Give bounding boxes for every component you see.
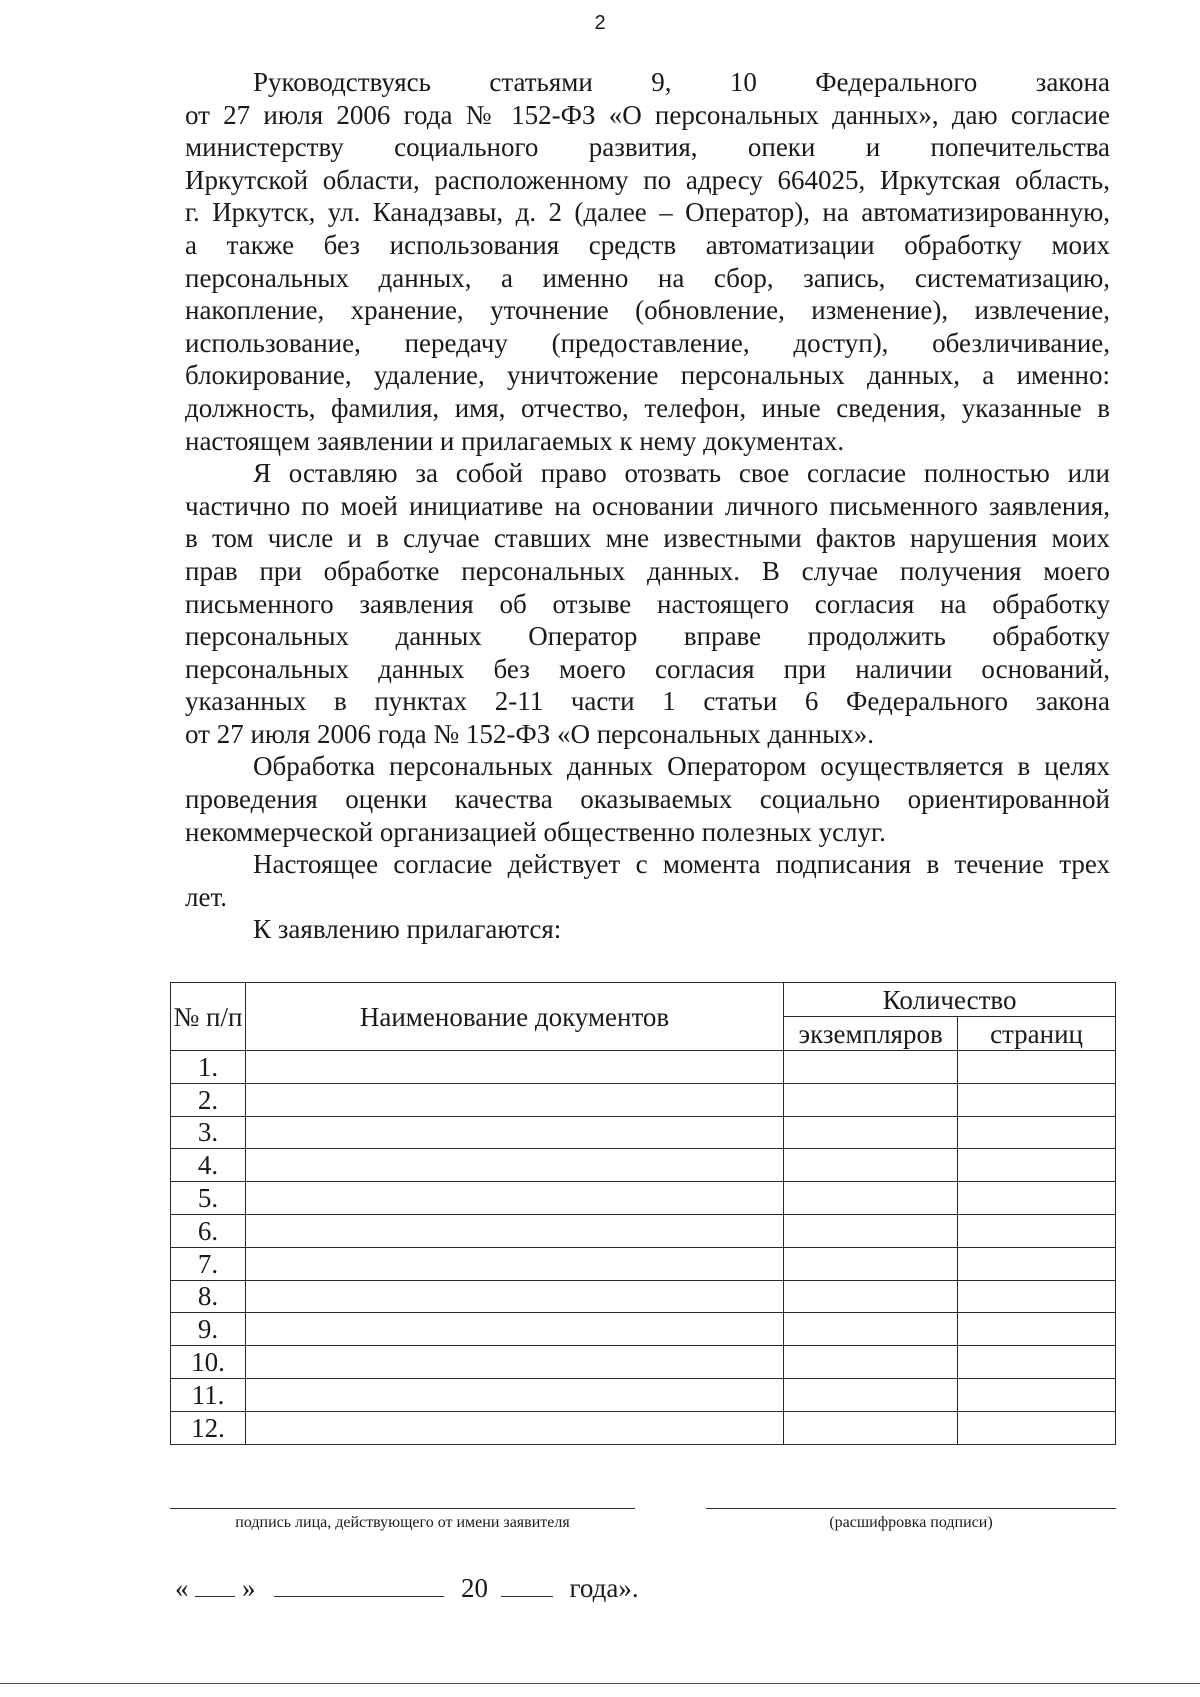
copies-cell[interactable] <box>784 1214 958 1247</box>
header-number: № п/п <box>171 983 246 1051</box>
paragraph-line: от 27 июля 2006 года № 152-ФЗ «О персональных данных», даю согласие <box>185 99 1110 130</box>
copies-cell[interactable] <box>784 1313 958 1346</box>
copies-cell[interactable] <box>784 1346 958 1379</box>
document-name-cell[interactable] <box>245 1051 783 1084</box>
table-row <box>171 1280 1116 1313</box>
document-name-cell[interactable] <box>245 1214 783 1247</box>
row-number: 12. <box>171 1411 246 1444</box>
paragraph-line: некоммерческой организацией общественно полезных услуг. <box>185 816 886 847</box>
signature-line[interactable] <box>170 1508 635 1509</box>
paragraph-line: накопление, хранение, уточнение (обновление, изменение), извлечение, <box>185 295 1110 326</box>
table-row <box>171 1346 1116 1379</box>
attachments-table <box>170 982 1116 1445</box>
consent-text <box>185 66 1110 946</box>
pages-cell[interactable] <box>958 1051 1116 1084</box>
row-number: 4. <box>171 1149 246 1182</box>
pages-cell[interactable] <box>958 1149 1116 1182</box>
signature-decoding-caption: (расшифровка подписи) <box>829 1514 993 1531</box>
document-name-cell[interactable] <box>245 1346 783 1379</box>
row-number: 5. <box>171 1182 246 1215</box>
close-quote: » <box>242 1573 256 1603</box>
document-name-cell[interactable] <box>245 1083 783 1116</box>
paragraph-line: Обработка персональных данных Оператором осуществляется в целях <box>253 751 1110 782</box>
document-name-cell[interactable] <box>245 1182 783 1215</box>
paragraph-line: указанных в пунктах 2-11 части 1 статьи 6 Федерального закона <box>185 686 1110 717</box>
pages-cell[interactable] <box>958 1411 1116 1444</box>
document-name-cell[interactable] <box>245 1378 783 1411</box>
copies-cell[interactable] <box>784 1247 958 1280</box>
row-number: 1. <box>171 1051 246 1084</box>
paragraph-line: прав при обработке персональных данных. В случае получения моего <box>185 555 1110 586</box>
table-row <box>171 1411 1116 1444</box>
copies-cell[interactable] <box>784 1051 958 1084</box>
paragraph-line: персональных данных, а именно на сбор, запись, систематизацию, <box>185 262 1110 293</box>
row-number: 3. <box>171 1116 246 1149</box>
row-number: 6. <box>171 1214 246 1247</box>
signature-caption: подпись лица, действующего от имени заявителя <box>235 1514 570 1531</box>
paragraph-line: проведения оценки качества оказываемых социально ориентированной <box>185 784 1110 815</box>
header-pages: страниц <box>958 1017 1116 1051</box>
month-blank[interactable] <box>274 1572 444 1597</box>
pages-cell[interactable] <box>958 1182 1116 1215</box>
document-name-cell[interactable] <box>245 1247 783 1280</box>
attachments-heading: К заявлению прилагаются: <box>253 914 562 945</box>
copies-cell[interactable] <box>784 1116 958 1149</box>
document-name-cell[interactable] <box>245 1411 783 1444</box>
pages-cell[interactable] <box>958 1280 1116 1313</box>
paragraph-line: г. Иркутск, ул. Канадзавы, д. 2 (далее – Оператор), на автоматизированную, <box>185 197 1110 228</box>
table-row <box>171 1313 1116 1346</box>
pages-cell[interactable] <box>958 1083 1116 1116</box>
pages-cell[interactable] <box>958 1346 1116 1379</box>
copies-cell[interactable] <box>784 1083 958 1116</box>
table-row <box>171 1182 1116 1215</box>
copies-cell[interactable] <box>784 1280 958 1313</box>
date-line <box>175 1572 639 1604</box>
page-bottom-edge <box>0 1683 1200 1684</box>
copies-cell[interactable] <box>784 1182 958 1215</box>
table-row <box>171 1214 1116 1247</box>
year-blank[interactable] <box>501 1572 553 1597</box>
date-suffix: года». <box>569 1573 639 1603</box>
day-blank[interactable] <box>195 1572 235 1597</box>
row-number: 11. <box>171 1378 246 1411</box>
row-number: 7. <box>171 1247 246 1280</box>
document-name-cell[interactable] <box>245 1116 783 1149</box>
year-prefix: 20 <box>461 1573 488 1603</box>
open-quote: « <box>175 1573 189 1603</box>
pages-cell[interactable] <box>958 1247 1116 1280</box>
pages-cell[interactable] <box>958 1313 1116 1346</box>
document-name-cell[interactable] <box>245 1149 783 1182</box>
paragraph-line: в том числе и в случае ставших мне известными фактов нарушения моих <box>185 523 1110 554</box>
paragraph-line: от 27 июля 2006 года № 152-ФЗ «О персональных данных». <box>185 718 874 749</box>
paragraph-line: министерству социального развития, опеки и попечительства <box>185 132 1110 163</box>
row-number: 10. <box>171 1346 246 1379</box>
page-number: 2 <box>594 12 606 34</box>
paragraph-line: Руководствуясь статьями 9, 10 Федерального закона <box>253 67 1110 97</box>
signature-decoding-line[interactable] <box>706 1508 1116 1509</box>
table-row <box>171 1247 1116 1280</box>
paragraph-line: Иркутской области, расположенному по адресу 664025, Иркутская область, <box>185 164 1110 195</box>
pages-cell[interactable] <box>958 1214 1116 1247</box>
paragraph-line: блокирование, удаление, уничтожение персональных данных, а именно: <box>185 360 1110 391</box>
document-name-cell[interactable] <box>245 1280 783 1313</box>
header-copies: экземпляров <box>784 1017 958 1051</box>
paragraph-line: письменного заявления об отзыве настоящего согласия на обработку <box>185 588 1110 619</box>
row-number: 8. <box>171 1280 246 1313</box>
table-row <box>171 1083 1116 1116</box>
table-row <box>171 1378 1116 1411</box>
paragraph-line: частично по моей инициативе на основании личного письменного заявления, <box>185 490 1110 521</box>
paragraph-line: а также без использования средств автоматизации обработку моих <box>185 229 1110 260</box>
copies-cell[interactable] <box>784 1149 958 1182</box>
paragraph-line: должность, фамилия, имя, отчество, телефон, иные сведения, указанные в <box>185 392 1110 423</box>
copies-cell[interactable] <box>784 1378 958 1411</box>
paragraph-line: лет. <box>185 881 227 912</box>
header-quantity: Количество <box>784 983 1116 1017</box>
row-number: 2. <box>171 1083 246 1116</box>
pages-cell[interactable] <box>958 1378 1116 1411</box>
paragraph-line: персональных данных Оператор вправе продолжить обработку <box>185 621 1110 652</box>
pages-cell[interactable] <box>958 1116 1116 1149</box>
row-number: 9. <box>171 1313 246 1346</box>
table-row <box>171 1149 1116 1182</box>
paragraph-line: Настоящее согласие действует с момента подписания в течение трех <box>253 849 1110 880</box>
header-document-name: Наименование документов <box>245 983 783 1051</box>
document-name-cell[interactable] <box>245 1313 783 1346</box>
paragraph-line: Я оставляю за собой право отозвать свое согласие полностью или <box>253 458 1110 489</box>
table-row <box>171 1051 1116 1084</box>
paragraph-line: настоящем заявлении и прилагаемых к нему документах. <box>185 425 845 456</box>
copies-cell[interactable] <box>784 1411 958 1444</box>
paragraph-line: использование, передачу (предоставление, доступ), обезличивание, <box>185 327 1110 358</box>
paragraph-line: персональных данных без моего согласия при наличии оснований, <box>185 653 1110 684</box>
table-row <box>171 1116 1116 1149</box>
